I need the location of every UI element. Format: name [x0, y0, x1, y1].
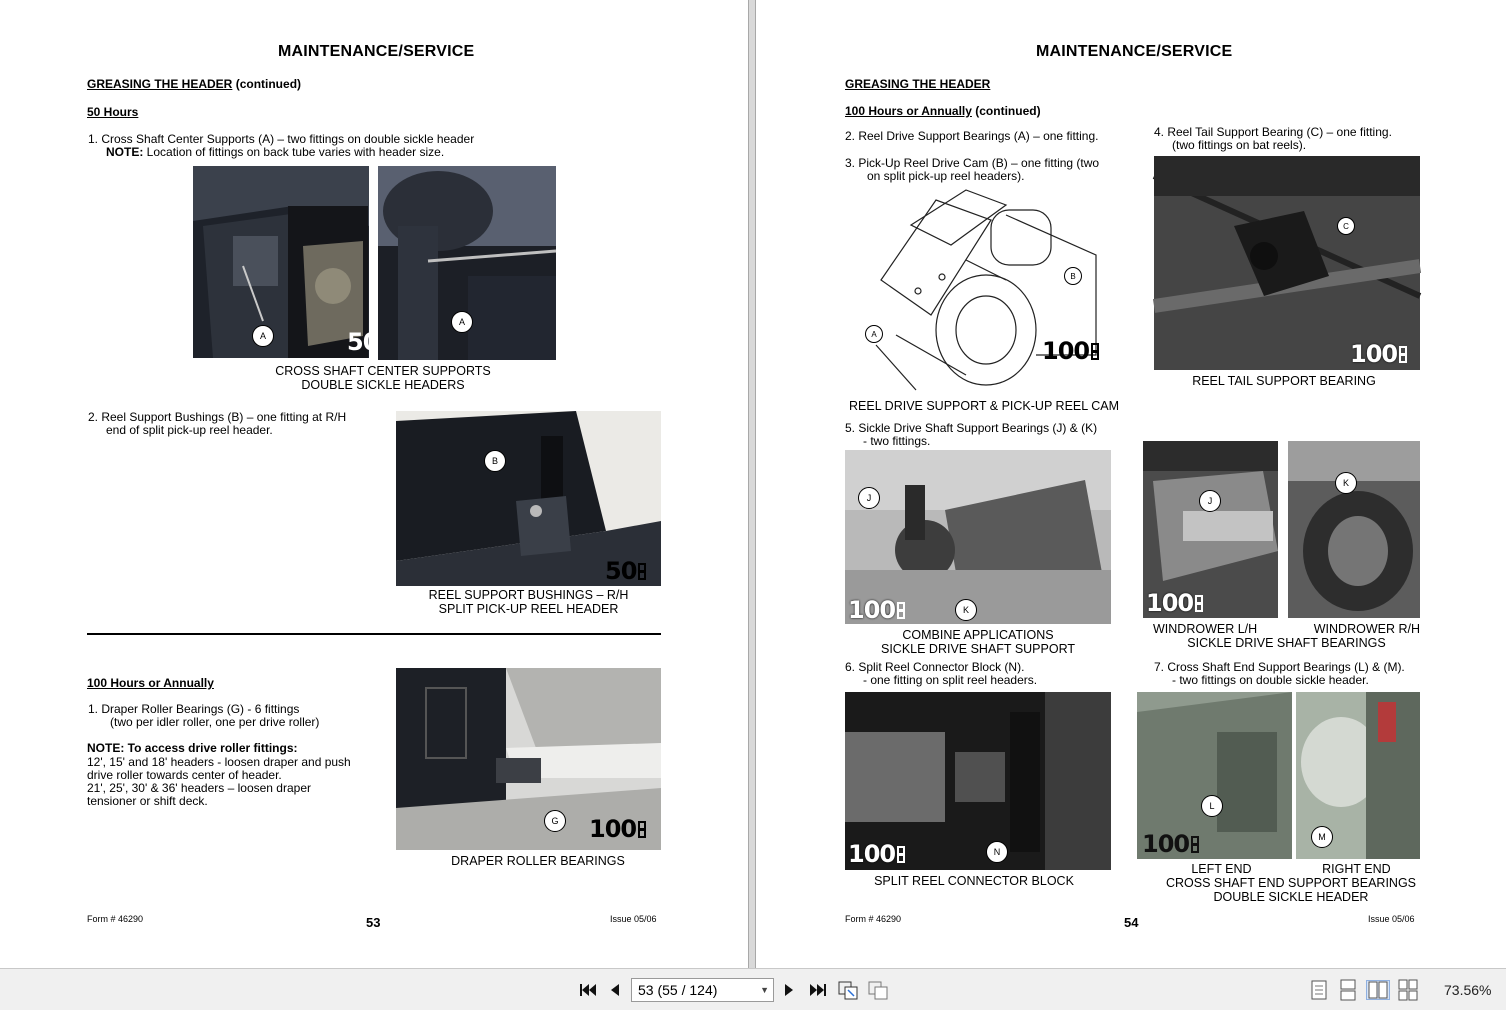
badge-100-cam: [1042, 337, 1099, 365]
callout-j-combine: J: [858, 487, 880, 509]
section-heading-text: GREASING THE HEADER: [87, 77, 233, 91]
two-page-continuous-icon[interactable]: [1398, 980, 1420, 1000]
caption-draper-roller: DRAPER ROLLER BEARINGS: [451, 854, 625, 868]
subheading-continued: (continued): [971, 104, 1041, 118]
caption-windrower-row: [1153, 622, 1420, 636]
photo-combine-sickle: [845, 450, 1111, 624]
item-sickle-drive-line2: - two fittings.: [863, 434, 931, 448]
subheading-100-hours: [845, 104, 1041, 118]
item-cross-shaft: 1. Cross Shaft Center Supports (A) – two fittings on double sickle header: [88, 132, 475, 146]
page-54: [756, 0, 1506, 968]
item-reel-support-line2: end of split pick-up reel header.: [106, 423, 273, 437]
subheading-50-hours: [87, 105, 138, 119]
caption-cross-shaft: [240, 364, 526, 392]
photo-windrower-rh: [1288, 441, 1420, 618]
item-reel-tail-line2: (two fittings on bat reels).: [1172, 138, 1307, 152]
viewer-toolbar: [0, 968, 1506, 1010]
page-title: MAINTENANCE/SERVICE: [278, 43, 475, 60]
caption-ends-row: [1156, 862, 1426, 876]
photo-cross-shaft-left: [193, 166, 379, 358]
photo-reel-support: [396, 411, 661, 586]
section-heading: [845, 77, 990, 91]
note-line1: 12', 15' and 18' headers - loosen draper and push: [87, 755, 351, 769]
section-heading: [87, 77, 301, 91]
caption-windrower-rh: WINDROWER R/H: [1313, 622, 1420, 636]
callout-a-right: A: [451, 311, 473, 333]
callout-a-cam: A: [865, 325, 883, 343]
badge-50-text: 50: [347, 328, 379, 356]
photo-cross-shaft-right: [378, 166, 556, 360]
fit-page-icon[interactable]: [866, 979, 890, 1001]
caption-reel-support-line1: REEL SUPPORT BUSHINGS – R/H: [428, 588, 629, 602]
item-reel-drive-support: 2. Reel Drive Support Bearings (A) – one fitting.: [845, 129, 1099, 143]
caption-windrower-line2: SICKLE DRIVE SHAFT BEARINGS: [1187, 636, 1386, 650]
last-page-icon[interactable]: [806, 979, 830, 1001]
prev-page-icon[interactable]: [603, 979, 627, 1001]
issue-date: Issue 05/06: [610, 914, 657, 924]
hourglass-icon: [638, 563, 646, 580]
caption-cross-end-line1: CROSS SHAFT END SUPPORT BEARINGS: [1165, 876, 1417, 890]
callout-a-left: A: [252, 325, 274, 347]
callout-k-combine: K: [955, 599, 977, 621]
item-cross-shaft-end: 7. Cross Shaft End Support Bearings (L) & (M).: [1154, 660, 1405, 674]
page-gutter: [748, 0, 756, 968]
form-number: Form # 46290: [845, 914, 902, 924]
continuous-page-icon[interactable]: [1339, 980, 1357, 1000]
caption-combine: [845, 628, 1111, 656]
page-number: 54: [1124, 915, 1139, 930]
caption-cross-shaft-line2: DOUBLE SICKLE HEADERS: [301, 378, 465, 392]
hourglass-icon: [1091, 343, 1099, 360]
hourglass-icon: [897, 602, 905, 619]
callout-l: L: [1201, 795, 1223, 817]
section-continued: (continued): [232, 77, 302, 91]
form-number: Form # 46290: [87, 914, 144, 924]
caption-reel-tail: REEL TAIL SUPPORT BEARING: [1192, 374, 1376, 388]
hourglass-icon: [1399, 346, 1407, 363]
hourglass-icon: [1195, 595, 1203, 612]
caption-reel-support-line2: SPLIT PICK-UP REEL HEADER: [438, 602, 619, 616]
note-text: Location of fittings on back tube varies with header size.: [143, 145, 445, 159]
badge-100-cross: [1142, 830, 1199, 858]
callout-k-windrower: K: [1335, 472, 1357, 494]
badge-100-cross-text: 100: [1142, 830, 1190, 858]
photo-draper-roller: [396, 668, 661, 850]
item-pickup-reel-cam-line2: on split pick-up reel headers).: [867, 169, 1025, 183]
item-draper-roller: 1. Draper Roller Bearings (G) - 6 fittings: [88, 702, 300, 716]
next-page-icon[interactable]: [777, 979, 801, 1001]
badge-50-b-text: 50: [605, 557, 637, 585]
first-page-icon[interactable]: [576, 979, 600, 1001]
badge-100-tail: [1350, 340, 1407, 368]
item-pickup-reel-cam: 3. Pick-Up Reel Drive Cam (B) – one fitting (two: [845, 156, 1100, 170]
drawing-reel-cam: [856, 185, 1116, 395]
callout-c: C: [1337, 217, 1355, 235]
item-sickle-drive: 5. Sickle Drive Shaft Support Bearings (J) & (K): [845, 421, 1098, 435]
item-cross-shaft-note: [106, 146, 444, 159]
subheading-100-text: 100 Hours or Annually: [845, 104, 972, 118]
page-53: [0, 0, 748, 968]
page-select-value: 53 (55 / 124): [638, 982, 718, 998]
callout-j-windrower: J: [1199, 490, 1221, 512]
photo-cross-shaft-right-end: [1296, 692, 1420, 859]
caption-reel-cam: REEL DRIVE SUPPORT & PICK-UP REEL CAM: [849, 399, 1119, 413]
caption-windrower-lh: WINDROWER L/H: [1153, 622, 1258, 636]
caption-cross-shaft-line1: CROSS SHAFT CENTER SUPPORTS: [275, 364, 491, 378]
page-select[interactable]: [631, 978, 774, 1002]
note-line4: tensioner or shift deck.: [87, 794, 208, 808]
item-split-reel-line2: - one fitting on split reel headers.: [863, 673, 1038, 687]
photo-windrower-lh: [1143, 441, 1278, 618]
photo-split-reel: [845, 692, 1111, 870]
note-drive-roller-heading: NOTE: To access drive roller fittings:: [87, 741, 298, 755]
subheading-100-text: 100 Hours or Annually: [87, 676, 214, 690]
caption-cross-end-line2: DOUBLE SICKLE HEADER: [1213, 890, 1369, 904]
badge-100-wind-text: 100: [1146, 589, 1194, 617]
caption-cross-shaft-end: [1156, 862, 1426, 904]
callout-b-cam: B: [1064, 267, 1082, 285]
badge-100-windrower: [1146, 589, 1203, 617]
badge-50-hours-b: [605, 557, 646, 585]
caption-split-reel: SPLIT REEL CONNECTOR BLOCK: [874, 874, 1074, 888]
hourglass-icon: [1191, 836, 1199, 853]
chevron-down-icon: ▼: [760, 985, 769, 995]
caption-right-end: RIGHT END: [1322, 862, 1391, 876]
callout-b: B: [484, 450, 506, 472]
subheading-100-hours: [87, 676, 214, 690]
caption-reel-support: [396, 588, 661, 616]
note-line2: drive roller towards center of header.: [87, 768, 282, 782]
badge-100-hours: [589, 815, 646, 843]
hourglass-icon: [638, 821, 646, 838]
item-reel-tail: 4. Reel Tail Support Bearing (C) – one fitting.: [1154, 125, 1392, 139]
caption-windrower: [1153, 622, 1420, 650]
hourglass-icon: [897, 846, 905, 863]
page-number: 53: [366, 915, 381, 930]
page-title: MAINTENANCE/SERVICE: [1036, 43, 1233, 60]
caption-combine-line1: COMBINE APPLICATIONS: [902, 628, 1054, 642]
photo-cross-shaft-left-end: [1137, 692, 1292, 859]
zoom-level[interactable]: 73.56%: [1444, 982, 1492, 998]
photo-reel-tail: [1154, 156, 1420, 370]
item-cross-shaft-end-line2: - two fittings on double sickle header.: [1172, 673, 1369, 687]
badge-100-combine-text: 100: [848, 596, 896, 624]
note-label: NOTE:: [106, 145, 144, 159]
item-draper-roller-line2: (two per idler roller, one per drive roller): [110, 715, 320, 729]
section-divider: [87, 633, 661, 635]
fit-width-icon[interactable]: [836, 979, 860, 1001]
caption-left-end: LEFT END: [1191, 862, 1252, 876]
two-page-icon[interactable]: [1366, 980, 1390, 1000]
note-line3: 21', 25', 30' & 36' headers – loosen draper: [87, 781, 311, 795]
caption-combine-line2: SICKLE DRIVE SHAFT SUPPORT: [880, 642, 1076, 656]
subheading-50-text: 50 Hours: [87, 105, 139, 119]
callout-n: N: [986, 841, 1008, 863]
issue-date: Issue 05/06: [1368, 914, 1415, 924]
single-page-icon[interactable]: [1310, 980, 1328, 1000]
badge-100-split: [848, 840, 905, 868]
badge-100-cam-text: 100: [1042, 337, 1090, 365]
badge-100-combine: [848, 596, 905, 624]
item-split-reel: 6. Split Reel Connector Block (N).: [845, 660, 1025, 674]
badge-100-split-text: 100: [848, 840, 896, 868]
item-reel-support: 2. Reel Support Bushings (B) – one fitting at R/H: [88, 410, 347, 424]
badge-100-tail-text: 100: [1350, 340, 1398, 368]
callout-m: M: [1311, 826, 1333, 848]
badge-100-text: 100: [589, 815, 637, 843]
section-heading-text: GREASING THE HEADER: [845, 77, 991, 91]
callout-g: G: [544, 810, 566, 832]
